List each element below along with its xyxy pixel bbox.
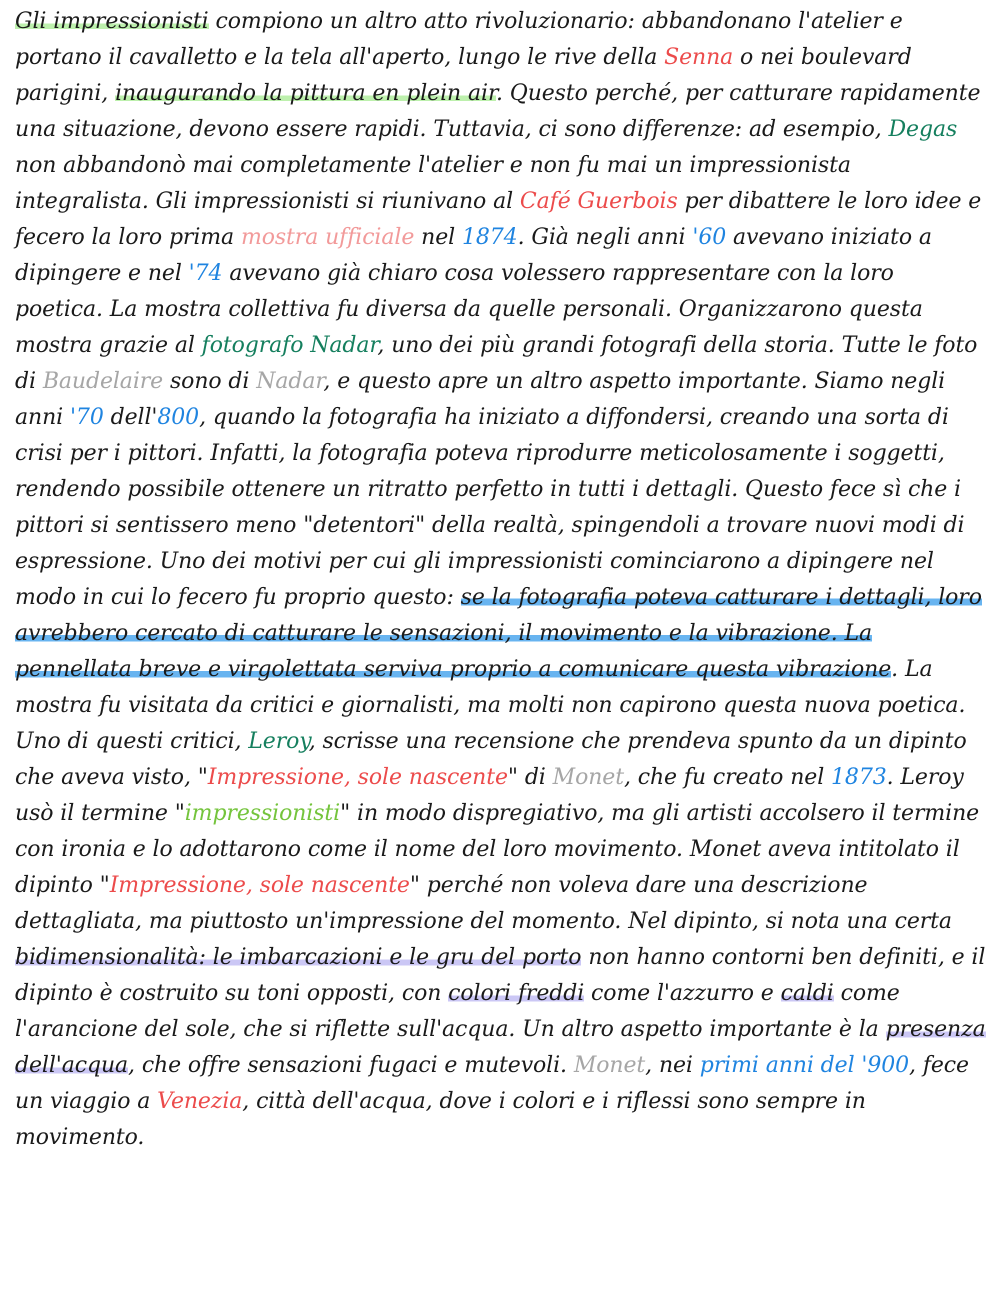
colored-keyword: '60 xyxy=(692,225,727,250)
text-run: . Già negli anni xyxy=(517,225,693,250)
colored-keyword: Impressione, sole nascente xyxy=(109,873,410,898)
colored-keyword: 800 xyxy=(157,405,200,430)
highlighted-text: caldi xyxy=(780,981,834,1006)
text-run: " di xyxy=(507,765,553,790)
text-run: nel xyxy=(414,225,462,250)
highlighted-text: Gli impressionisti xyxy=(15,9,209,34)
text-run: , che offre sensazioni fugaci e mutevoli. xyxy=(128,1053,574,1078)
colored-keyword: impressionisti xyxy=(184,801,341,826)
text-run: avevano già chiaro cosa volessero rappresentare con la loro poetica. La mostra collettiva fu diversa da quelle personali. Organizzarono questa mostra grazie al xyxy=(15,261,923,358)
colored-keyword: '74 xyxy=(188,261,223,286)
highlighted-text: colori freddi xyxy=(448,981,585,1006)
text-run: compiono un altro atto rivoluzionario: abbandonano l'atelier e portano il cavalletto e la tela all'aperto, lungo le rive della xyxy=(15,9,903,70)
colored-keyword: Senna xyxy=(664,45,734,70)
text-run: avevano iniziato a dipingere e nel xyxy=(15,225,932,286)
text-run: dell' xyxy=(103,405,158,430)
colored-keyword: Baudelaire xyxy=(42,369,164,394)
text-run: per dibattere le loro idee e fecero la loro prima xyxy=(15,189,982,250)
notes-paragraph xyxy=(15,4,986,1156)
colored-keyword: mostra ufficiale xyxy=(240,225,415,250)
text-run: non hanno contorni ben definiti, e il dipinto è costruito su toni opposti, con xyxy=(15,945,986,1006)
text-run: non abbandonò mai completamente l'atelier e non fu mai un impressionista integralista. Gli impressionisti si riunivano al xyxy=(15,153,851,214)
text-run: " in modo dispregiativo, ma gli artisti accolsero il termine con ironia e lo adottarono come il nome del loro movimento. Monet aveva intitolato il dipinto " xyxy=(15,801,980,898)
colored-keyword: Leroy xyxy=(248,729,309,754)
colored-keyword: Café Guerbois xyxy=(519,189,678,214)
highlighted-text: se la fotografia poteva catturare i dettagli, loro avrebbero cercato di catturare le sensazioni, il movimento e la vibrazione. La pennellata breve e virgolettata serviva proprio a comunicare questa vibrazione xyxy=(15,585,982,682)
text-run: , quando la fotografia ha iniziato a diffondersi, creando una sorta di crisi per i pittori. Infatti, la fotografia poteva riprodurre meticolosamente i soggetti, rendendo possibile ottenere un ritratto perfetto in tutti i dettagli. Questo fece sì che i pittori si sentissero meno "detentori" della realtà, spingendoli a trovare nuovi modi di espressione. Uno dei motivi per cui gli impressionisti cominciarono a dipingere nel modo in cui lo fecero fu proprio questo: xyxy=(15,405,965,610)
colored-keyword: fotografo Nadar xyxy=(201,333,378,358)
text-run: , scrisse una recensione che prendeva spunto da un dipinto che aveva visto, " xyxy=(15,729,967,790)
colored-keyword: Monet xyxy=(573,1053,646,1078)
text-run: , uno dei più grandi fotografi della storia. Tutte le foto di xyxy=(15,333,978,394)
colored-keyword: Monet xyxy=(552,765,624,790)
text-run: , fece un viaggio a xyxy=(15,1053,969,1114)
colored-keyword: Degas xyxy=(888,117,958,142)
text-run: come l'azzurro e xyxy=(584,981,781,1006)
colored-keyword: Nadar xyxy=(256,369,324,394)
text-run: . La mostra fu visitata da critici e giornalisti, ma molti non capirono questa nuova poetica. Uno di questi critici, xyxy=(15,657,966,754)
highlighted-text: bidimensionalità: le imbarcazioni e le gru del porto xyxy=(15,945,582,970)
highlighted-text: presenza dell'acqua xyxy=(15,1017,986,1078)
text-run: " perché non voleva dare una descrizione dettagliata, ma piuttosto un'impressione del momento. Nel dipinto, si nota una certa xyxy=(15,873,952,934)
text-run: , nei xyxy=(645,1053,700,1078)
text-run: come l'arancione del sole, che si riflette sull'acqua. Un altro aspetto importante è la xyxy=(15,981,900,1042)
text-run: , città dell'acqua, dove i colori e i riflessi sono sempre in movimento. xyxy=(15,1089,866,1150)
text-run: sono di xyxy=(163,369,257,394)
text-run: , che fu creato nel xyxy=(623,765,832,790)
text-run: , e questo apre un altro aspetto importante. Siamo negli anni xyxy=(15,369,946,430)
colored-keyword: 1874 xyxy=(461,225,518,250)
colored-keyword: primi anni del '900 xyxy=(699,1053,910,1078)
colored-keyword: Impressione, sole nascente xyxy=(207,765,508,790)
text-run: . Questo perché, per catturare rapidamente una situazione, devono essere rapidi. Tuttavia, ci sono differenze: ad esempio, xyxy=(15,81,981,142)
colored-keyword: Venezia xyxy=(157,1089,243,1114)
colored-keyword: 1873 xyxy=(831,765,887,790)
colored-keyword: '70 xyxy=(69,405,104,430)
text-run: . Leroy usò il termine " xyxy=(15,765,964,826)
text-run: o nei boulevard parigini, xyxy=(15,45,912,106)
highlighted-text: inaugurando la pittura en plein air xyxy=(115,81,496,106)
